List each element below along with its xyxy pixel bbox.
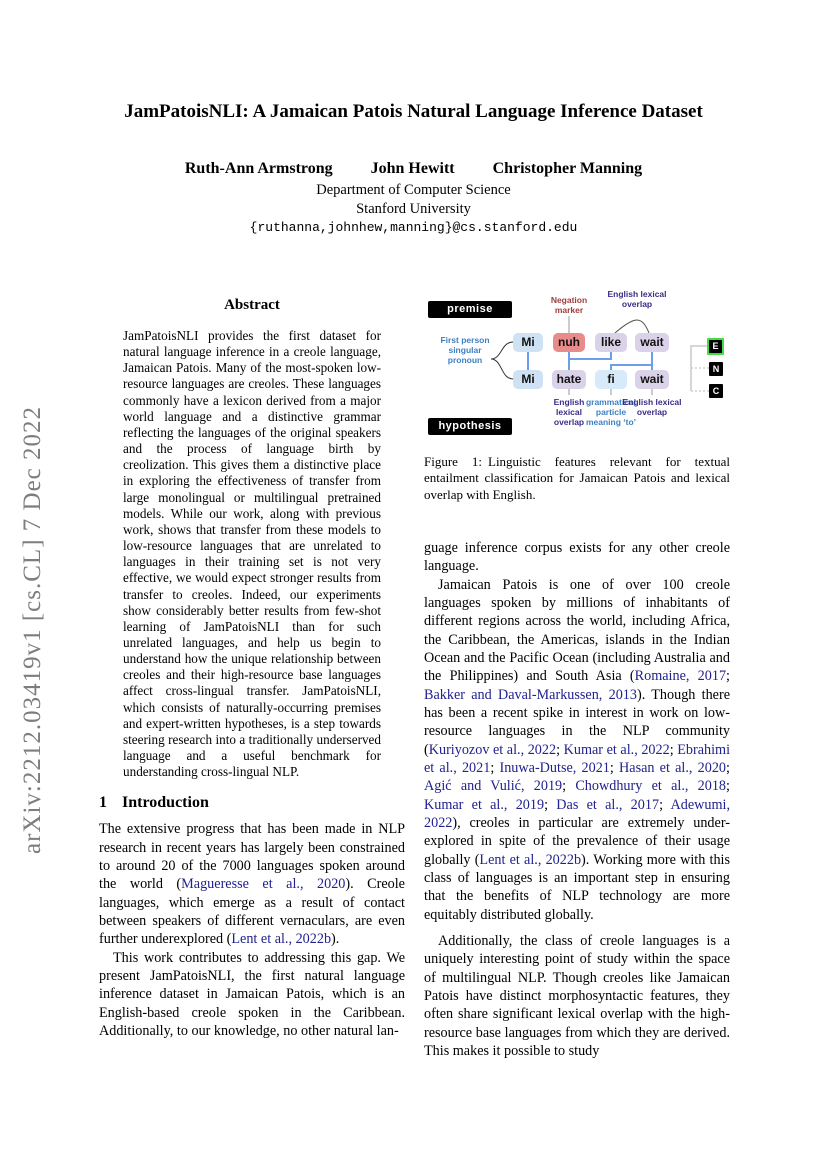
left-column <box>99 288 405 1041</box>
text-segment: ; <box>669 741 678 758</box>
text-segment: The extensive progress that has been made in NLP research in recent years has largely been constrained to around 20 of the 7000 languages spoken around the world ( <box>99 821 405 893</box>
hypothesis-word-hate: hate <box>552 370 586 389</box>
citation-link[interactable]: Hasan et al., 2020 <box>619 760 727 777</box>
hypothesis-tag: hypothesis <box>428 418 512 435</box>
premise-tag: premise <box>428 301 512 318</box>
citation-link[interactable]: Inuwa-Dutse, 2021 <box>499 760 610 777</box>
text-segment: ; <box>726 668 730 685</box>
text-segment: ; <box>609 760 620 777</box>
text-segment: ; <box>726 778 730 795</box>
text-segment: ). Though there has been a recent spike in interest in work on low-resource languages in the NLP community ( <box>424 686 730 758</box>
hypothesis-word-wait: wait <box>635 370 669 389</box>
text-segment: ; <box>726 760 730 777</box>
paragraph <box>99 949 405 1041</box>
hypothesis-word-mi: Mi <box>513 370 543 389</box>
paragraph <box>424 576 730 925</box>
text-segment: guage inference corpus exists for any other creole language. <box>424 539 730 575</box>
section-title: Introduction <box>122 794 209 812</box>
affiliation-university: Stanford University <box>356 201 471 217</box>
citation-link[interactable]: Das et al., 2017 <box>556 796 660 813</box>
citation-link[interactable]: Lent et al., 2022b <box>479 851 582 868</box>
text-segment: ; <box>659 796 671 813</box>
annotation-english-overlap-top: English lexical overlap <box>607 289 667 309</box>
citation-link[interactable]: Ebrahimi et al., 2021 <box>424 741 731 777</box>
annotation-negation-marker: Negation marker <box>550 295 588 315</box>
text-segment: ; <box>490 760 500 777</box>
figure-caption-label: Figure 1: <box>424 454 482 469</box>
figure-caption <box>424 454 730 503</box>
premise-word-wait: wait <box>635 333 669 352</box>
citation-link[interactable]: Bakker and Daval-Markussen, 2013 <box>424 686 637 703</box>
section-heading-introduction <box>99 794 405 812</box>
annotation-grammatical-particle: grammatical particle meaning ‘to’ <box>585 397 637 427</box>
citation-link[interactable]: Kuriyozov et al., 2022 <box>428 741 557 758</box>
hypothesis-word-fi: fi <box>595 370 627 389</box>
text-segment: ). Creole languages, which emerge as a result of contact between speakers of different vernaculars, are even further underexplored ( <box>99 876 405 948</box>
text-segment: ). <box>331 931 340 948</box>
verdict-contradiction: C <box>709 384 723 398</box>
affiliation-department: Department of Computer Science <box>316 182 511 198</box>
text-segment: ; <box>562 778 576 795</box>
premise-word-like: like <box>595 333 627 352</box>
text-segment: Jamaican Patois is one of over 100 creole languages spoken by millions of inhabitants of different regions across the world, including Africa, the Caribbean, the Americas, islands in the Indian Ocean and the Pacific Ocean (including Australia and the Philippines) and South Asia ( <box>424 576 730 685</box>
citation-link[interactable]: Romaine, 2017 <box>634 668 727 685</box>
author-name: Ruth-Ann Armstrong <box>184 160 333 177</box>
abstract-text: JamPatoisNLI provides the first dataset for natural language inference in a creole language, Jamaican Patois. Many of the most-spoken low-resource languages are creoles. These languages commonly have a lexicon derived from a major world language and a distinctive grammar reflecting the languages of the original speakers and the process of language birth by creolization. This gives them a distinctive place in exploring the effectiveness of transfer from large monolingual or multilingual pretrained models. While our work, along with previous work, shows that transfer from these models to low-resource languages that are unrelated to languages in their training set is not very effective, we would expect stronger results from transfer to creoles. Indeed, our experiments show considerably better results from few-shot learning of JamPatoisNLI than for such unrelated languages, and help us begin to understand how the unique relationship between creoles and their high-resource base languages affect cross-lingual transfer. JamPatoisNLI, which consists of naturally-occurring premises and expert-written hypotheses, is a step towards steering research into a traditionally underserved language and a useful benchmark for understanding cross-lingual NLP. <box>123 328 381 780</box>
abstract-heading: Abstract <box>224 297 280 313</box>
brace <box>491 342 513 379</box>
citation-link[interactable]: Kumar et al., 2019 <box>424 796 545 813</box>
text-segment: ; <box>556 741 564 758</box>
citation-link[interactable]: Kumar et al., 2022 <box>563 741 670 758</box>
right-column <box>424 288 730 1061</box>
text-segment: ), creoles in particular are extremely under-explored in spite of the prevalence of their usage globally ( <box>424 815 730 868</box>
text-segment: Additionally, the class of creole languages is a uniquely interesting point of study within the space of multilingual NLP. Though creoles like Jamaican Patois have distinct morphosyntactic features, they often share significant lexical overlap with the high-resource base languages from which they are derived. This makes it possible to study <box>424 933 730 1060</box>
paragraph <box>424 539 730 576</box>
annotation-english-overlap-hate: English lexical overlap <box>553 397 585 427</box>
premise-word-mi: Mi <box>513 333 543 352</box>
figure-caption-text: Linguistic features relevant for textual entailment classification for Jamaican Patois and lexical overlap with English. <box>424 454 730 502</box>
authors-row <box>0 160 827 178</box>
paragraph <box>424 932 730 1060</box>
annotation-first-person-pronoun: First person singular pronoun <box>440 335 490 365</box>
citation-link[interactable]: Chowdhury et al., 2018 <box>575 778 727 795</box>
citation-link[interactable]: Adewumi, 2022 <box>424 796 730 832</box>
figure-1-diagram <box>424 288 730 448</box>
author-name: John Hewitt <box>370 160 455 177</box>
arxiv-watermark: arXiv:2212.03419v1 [cs.CL] 7 Dec 2022 <box>19 405 46 855</box>
text-segment: ). Working more with this class of languages is an important step in ensuring that the benefits of NLP technology are more equitably distributed globally. <box>424 851 730 923</box>
citation-link[interactable]: Lent et al., 2022b <box>231 931 332 948</box>
premise-word-nuh: nuh <box>553 333 585 352</box>
page-title: JamPatoisNLI: A Jamaican Patois Natural Language Inference Dataset <box>124 101 703 122</box>
annotation-english-overlap-wait: English lexical overlap <box>622 397 682 417</box>
text-segment: ; <box>544 796 557 813</box>
text-segment: This work contributes to addressing this gap. We present JamPatoisNLI, the first natural language inference dataset in Jamaican Patois, which is an English-based creole spoken in the Caribbean. Additionally, to our knowledge, no other natural lan- <box>99 949 405 1040</box>
paragraph <box>99 820 405 948</box>
author-emails: {ruthanna,johnhew,manning}@cs.stanford.edu <box>249 220 578 235</box>
section-number: 1 <box>99 794 107 812</box>
citation-link[interactable]: Magueresse et al., 2020 <box>181 876 346 893</box>
author-name: Christopher Manning <box>492 160 643 177</box>
label-branch-line <box>615 320 649 333</box>
verdict-entailment-selected: E <box>707 338 724 355</box>
citation-link[interactable]: Agić and Vulić, 2019 <box>424 778 563 795</box>
verdict-neutral: N <box>709 362 723 376</box>
